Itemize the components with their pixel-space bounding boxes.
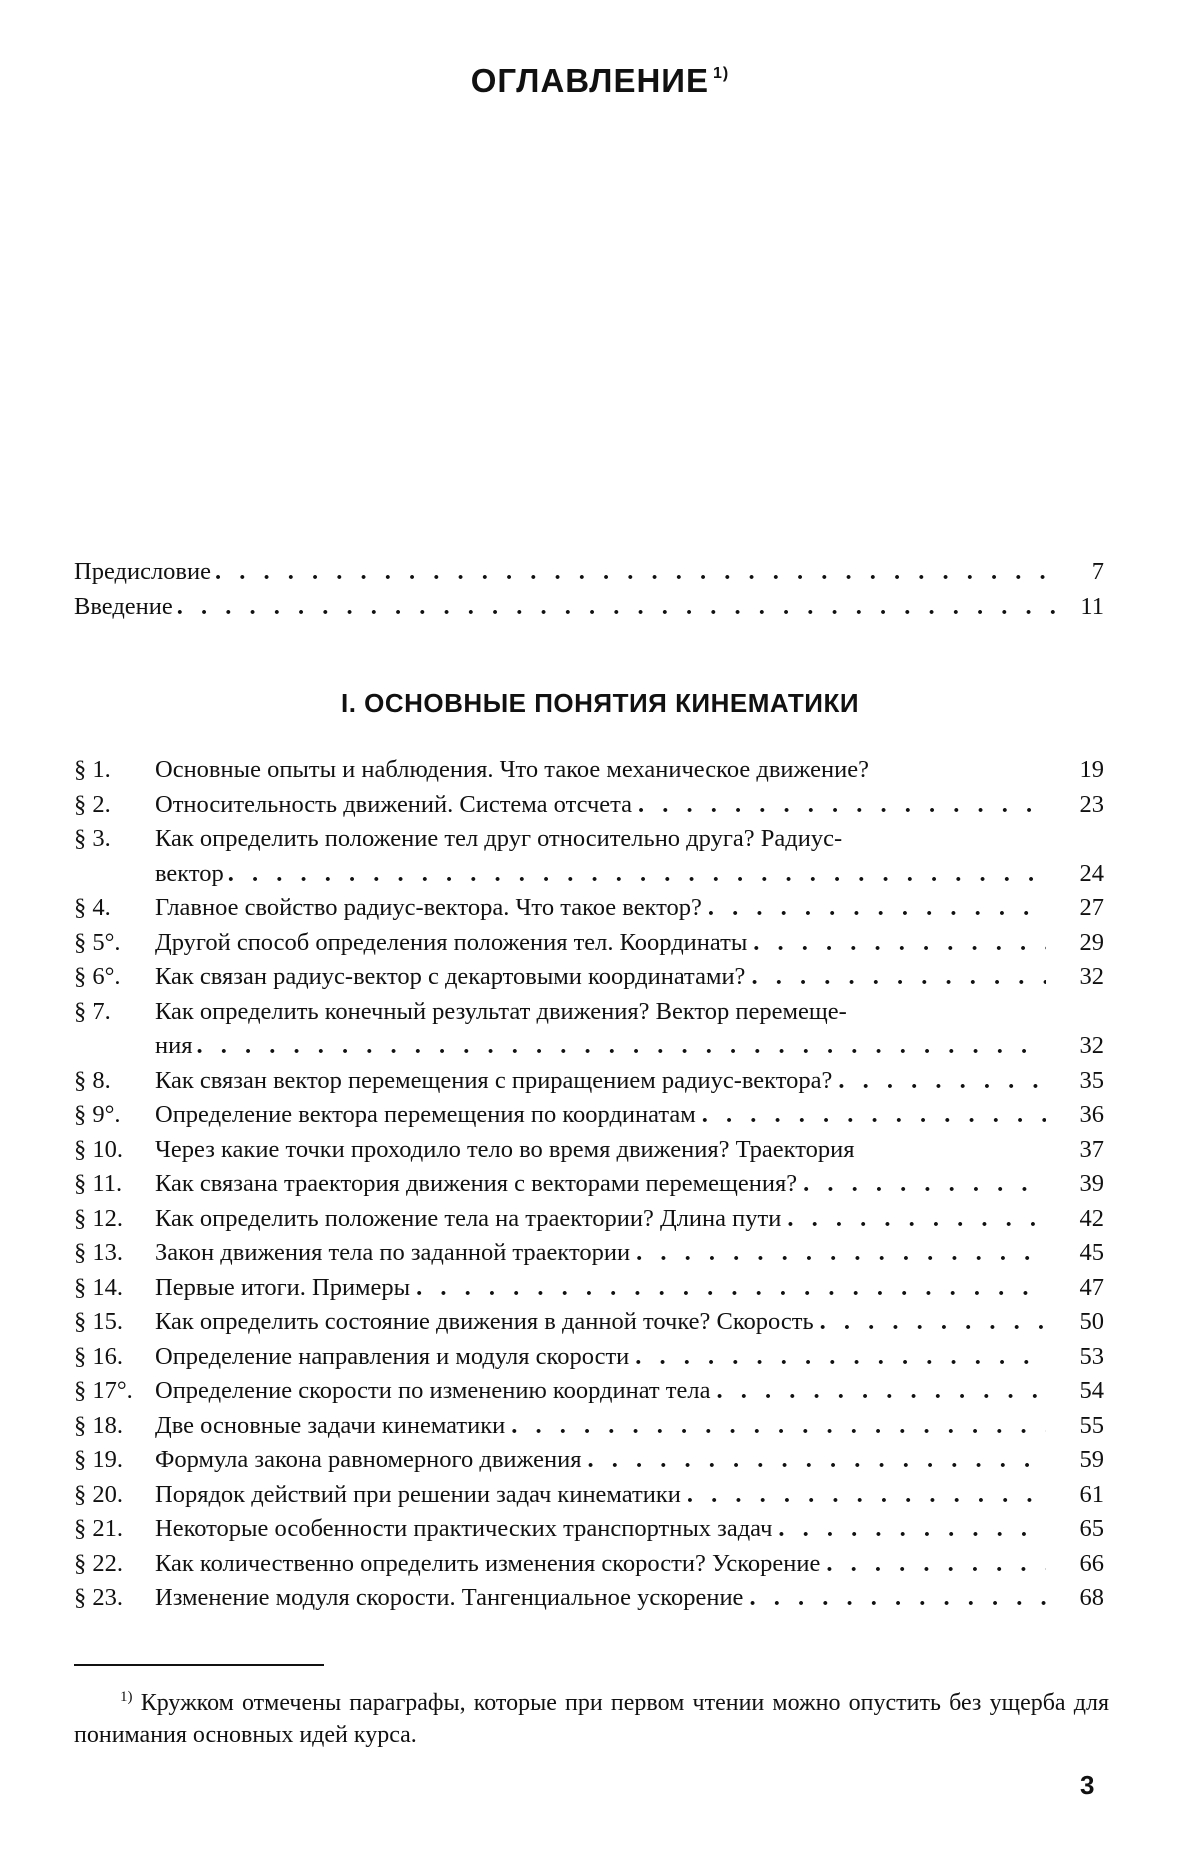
dot-leader [778,1512,1046,1547]
dot-leader [635,1340,1046,1375]
section-title: Определение направления и модуля скорости [155,1342,630,1370]
dot-leader [838,1064,1046,1099]
section-title-wrap [155,1581,1054,1616]
section-page: 59 [1079,1446,1104,1473]
section-title: Две основные задачи кинематики [155,1411,506,1439]
section-title: Определение скорости по изменению координат тела [155,1377,711,1404]
toc-entry[interactable] [74,960,1104,995]
toc-entry[interactable] [74,1305,1104,1340]
section-title-wrap [155,1340,1054,1375]
section-page: 65 [1079,1515,1104,1542]
toc-entry[interactable] [74,926,1104,961]
toc-entry[interactable] [74,1478,1104,1513]
section-title-continuation: вектор [155,859,224,887]
dot-leader [803,1167,1046,1202]
toc-entry[interactable] [74,1374,1104,1409]
section-title: Первые итоги. Примеры [155,1273,411,1301]
toc-entry[interactable] [74,1098,1104,1133]
toc-entry[interactable] [74,1443,1104,1478]
section-title: Другой способ определения положения тел. Координаты [155,928,748,956]
section-page: 35 [1079,1066,1104,1094]
dot-leader [820,1305,1046,1340]
section-page: 27 [1079,894,1104,921]
section-page: 55 [1079,1411,1104,1439]
dot-leader [177,590,1058,625]
dot-leader [751,960,1046,995]
section-number: § 20. [74,1480,123,1508]
section-number: § 12. [74,1204,123,1232]
section-number: § 11. [74,1170,123,1197]
front-matter-row[interactable] [74,590,1104,625]
section-title-wrap [155,788,1054,823]
section-title-wrap [155,1478,1054,1513]
section-title: Некоторые особенности практических транспортных задач [155,1515,773,1542]
section-title-wrap [155,1167,1054,1202]
section-page: 54 [1079,1377,1104,1404]
section-title-wrap [155,1133,1054,1168]
dot-leader [687,1478,1046,1513]
toc-entry[interactable] [74,788,1104,823]
section-title: Как определить положение тела на траектории? Длина пути [155,1204,782,1232]
section-number: § 18. [74,1411,123,1439]
section-title-wrap [155,1271,1054,1306]
dot-leader [702,1098,1046,1133]
section-page: 45 [1079,1239,1104,1266]
section-page: 39 [1079,1170,1104,1197]
section-title-wrap [155,1305,1054,1340]
toc-entry[interactable] [74,1340,1104,1375]
dot-leader [416,1271,1046,1306]
toc-entry[interactable] [74,1409,1104,1444]
section-number: § 21. [74,1515,123,1542]
section-title-wrap [155,1547,1054,1582]
section-title-wrap [155,753,1054,788]
footnote-divider [74,1664,324,1666]
section-number: § 15. [74,1308,123,1335]
section-title-wrap [155,1409,1054,1444]
section-page: 24 [1079,859,1104,887]
toc-entry[interactable] [74,1202,1104,1237]
toc-entry[interactable] [74,822,1104,891]
section-page: 36 [1079,1101,1104,1128]
section-title: Закон движения тела по заданной траектории [155,1239,631,1266]
section-page: 23 [1079,790,1104,818]
section-title: Как определить положение тел друг относительно друга? Радиус- [155,825,843,852]
section-number: § 2. [74,790,111,818]
front-matter-label: Введение [74,592,173,620]
section-number: § 5°. [74,928,121,956]
toc-entry[interactable] [74,1236,1104,1271]
section-page: 50 [1079,1308,1104,1335]
section-title-wrap [155,1202,1054,1237]
section-title: Через какие точки проходило тело во время движения? Траектория [155,1135,855,1163]
section-page: 42 [1079,1204,1104,1232]
section-page: 66 [1079,1549,1104,1577]
section-page: 61 [1079,1480,1104,1508]
section-title-wrap [155,1374,1054,1409]
section-number: § 9°. [74,1101,121,1128]
front-matter-label: Предисловие [74,558,211,585]
section-page: 68 [1079,1584,1104,1611]
section-title: Формула закона равномерного движения [155,1446,582,1473]
section-number: § 14. [74,1273,123,1301]
section-title: Как определить состояние движения в данной точке? Скорость [155,1308,814,1335]
section-title: Как количественно определить изменения скорости? Ускорение [155,1549,821,1577]
dot-leader [753,926,1046,961]
section-title-wrap [155,1064,1054,1099]
footnote-mark: 1) [120,1689,133,1705]
section-number: § 17°. [74,1377,133,1404]
section-title-continuation: ния [155,1032,193,1059]
section-title: Изменение модуля скорости. Тангенциальное ускорение [155,1584,744,1611]
page-title [0,62,1200,100]
section-title: Порядок действий при решении задач кинематики [155,1480,681,1508]
section-title: Как связана траектория движения с векторами перемещения? [155,1170,798,1197]
toc-entry[interactable] [74,1064,1104,1099]
section-number: § 4. [74,894,111,921]
section-title: Определение вектора перемещения по координатам [155,1101,696,1128]
dot-leader [636,1236,1046,1271]
section-page: 19 [1079,756,1104,783]
toc-list [74,753,1104,1616]
dot-leader [511,1409,1046,1444]
dot-leader [587,1443,1046,1478]
section-number: § 8. [74,1066,111,1094]
toc-entry[interactable] [74,891,1104,926]
toc-entry[interactable] [74,1512,1104,1547]
section-title-wrap [155,995,1054,1064]
front-matter-page: 7 [1091,558,1104,585]
toc-entry[interactable] [74,753,1104,788]
section-page: 47 [1079,1273,1104,1301]
section-page: 32 [1079,963,1104,990]
dot-leader [826,1547,1046,1582]
section-number: § 3. [74,825,111,852]
section-page: 29 [1079,928,1104,956]
section-page: 32 [1079,1032,1104,1059]
section-number: § 23. [74,1584,123,1611]
front-matter-row[interactable] [74,555,1104,590]
toc-entry[interactable] [74,1167,1104,1202]
section-title-wrap [155,1236,1054,1271]
section-number: § 6°. [74,963,121,990]
section-title-wrap [155,1443,1054,1478]
section-number: § 19. [74,1446,123,1473]
title-text: ОГЛАВЛЕНИЕ [470,62,710,99]
section-title-wrap [155,1098,1054,1133]
section-title: Как связан вектор перемещения с приращением радиус-вектора? [155,1066,833,1094]
dot-leader [215,555,1058,590]
dot-leader [638,788,1046,823]
section-number: § 1. [74,756,111,783]
chapter-heading: I. ОСНОВНЫЕ ПОНЯТИЯ КИНЕМАТИКИ [340,688,860,718]
toc-entry[interactable] [74,1547,1104,1582]
toc-entry[interactable] [74,1271,1104,1306]
section-title: Основные опыты и наблюдения. Что такое механическое движение? [155,756,869,783]
section-number: § 22. [74,1549,123,1577]
section-title-wrap [155,960,1054,995]
section-number: § 7. [74,997,111,1025]
page-number: 3 [1080,1770,1095,1800]
toc-entry[interactable] [74,995,1104,1064]
section-title: Главное свойство радиус-вектора. Что такое вектор? [155,894,702,921]
section-title-wrap [155,926,1054,961]
section-page: 53 [1079,1342,1104,1370]
section-title-wrap [155,891,1054,926]
dot-leader [197,1029,1047,1064]
dot-leader [716,1374,1046,1409]
section-number: § 13. [74,1239,123,1266]
section-title-wrap [155,1512,1054,1547]
section-title: Как определить конечный результат движения? Вектор перемеще- [155,997,847,1025]
footnote-text: Кружком отмечены параграфы, которые при первом чтении можно опустить без ущерба для понимания основных идей курса. [74,1690,1109,1748]
dot-leader [787,1202,1046,1237]
front-matter [74,555,1104,624]
section-number: § 16. [74,1342,123,1370]
section-title-wrap [155,822,1054,891]
section-title: Как связан радиус-вектор с декартовыми координатами? [155,963,746,990]
dot-leader [228,857,1046,892]
toc-entry[interactable] [74,1133,1104,1168]
footnote [74,1681,1109,1751]
toc-entry[interactable] [74,1581,1104,1616]
section-title: Относительность движений. Система отсчета [155,790,633,818]
front-matter-page: 11 [1080,592,1104,620]
section-number: § 10. [74,1135,123,1163]
title-footnote-mark: 1) [713,65,730,82]
dot-leader [708,891,1046,926]
dot-leader [749,1581,1046,1616]
section-page: 37 [1079,1135,1104,1163]
